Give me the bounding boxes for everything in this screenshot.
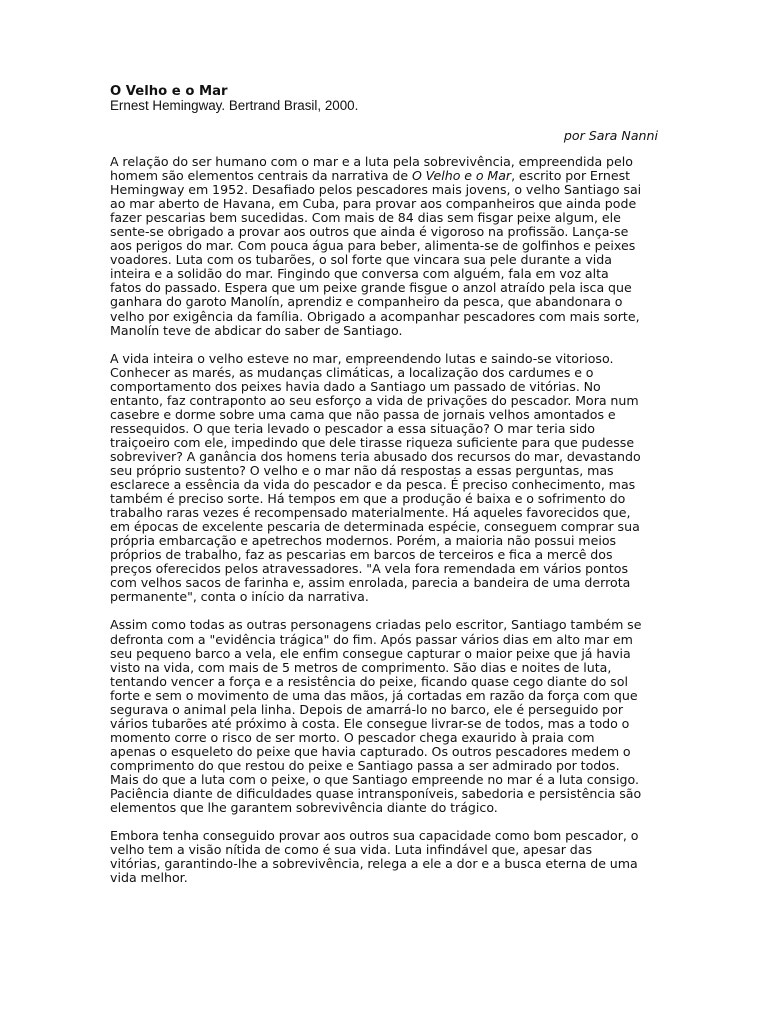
paragraph-2	[110, 352, 658, 605]
paragraph-line: inteira e a solidão do mar. Fingindo que conversa com alguém, fala em voz alta	[110, 266, 609, 282]
paragraph-line: A vida inteira o velho esteve no mar, empreendendo lutas e saindo-se vitorioso.	[110, 350, 614, 366]
paragraph-line: ao mar aberto de Havana, em Cuba, para provar aos companheiros que ainda pode	[110, 196, 637, 212]
paragraph-line: aos perigos do mar. Com pouca água para beber, alimenta-se de golfinhos e peixes	[110, 238, 636, 254]
paragraph-line: A relação do ser humano com o mar e a luta pela sobrevivência, empreendida pelo	[110, 154, 633, 169]
paragraph-line: homem são elementos centrais da narrativa de O Velho e o Mar, escrito por Ernest	[110, 168, 631, 184]
paragraph-line: Paciência diante de dificuldades quase intransponíveis, sabedoria e persistência são	[110, 786, 642, 802]
paragraph-line: Manolín teve de abdicar do saber de Santiago.	[110, 322, 403, 338]
paragraph-line: seu próprio sustento? O velho e o mar não dá respostas a essas perguntas, mas	[110, 462, 614, 478]
paragraph-line: comportamento dos peixes havia dado a Santiago um passado de vitórias. No	[110, 378, 601, 394]
paragraph-line: esclarece a essência da vida do pescador e da pesca. É preciso conhecimento, mas	[110, 477, 636, 493]
paragraph-line: casebre e dorme sobre uma cama que não passa de jornais velhos amontados e	[110, 406, 616, 422]
paragraph-line: Conhecer as marés, as mudanças climáticas, a localização dos cardumes e o	[110, 364, 594, 380]
review-author: por Sara Nanni	[563, 128, 658, 143]
paragraph-line: visto na vida, com mais de 5 metros de comprimento. São dias e noites de luta,	[110, 659, 612, 675]
book-title-inline: O Velho e o Mar	[411, 168, 512, 184]
paragraph-line: sente-se obrigado a provar aos outros que ainda é vigoroso na profissão. Lança-se	[110, 224, 629, 240]
paragraph-line: velho tem a visão nítida de como é sua vida. Luta infindável que, apesar das	[110, 842, 593, 858]
paragraph-line: forte e sem o movimento de uma das mãos, já cortadas em razão da força com que	[110, 687, 638, 703]
paragraph-line: momento corre o risco de ser morto. O pescador chega exaurido à praia com	[110, 729, 595, 745]
paragraph-line: fazer pescarias bem sucedidas. Com mais de 84 dias sem fisgar peixe algum, ele	[110, 210, 621, 226]
paragraph-line: fatos do passado. Espera que um peixe grande fisgue o anzol atraído pela isca que	[110, 280, 632, 296]
paragraph-line: apenas o esqueleto do peixe que havia capturado. Os outros pescadores medem o	[110, 743, 631, 759]
paragraph-line: velho por exigência da família. Obrigado a acompanhar pescadores com mais sorte,	[110, 308, 640, 324]
paragraph-line: entanto, faz contraponto ao seu esforço a vida de privações do pescador. Mora num	[110, 392, 639, 408]
paragraph-line: seu pequeno barco a vela, ele enfim consegue capturar o maior peixe que já havia	[110, 645, 631, 661]
paragraph-line: própria embarcação e apetrechos modernos. Porém, a maioria não possui meios	[110, 533, 617, 549]
paragraph-line: vários tubarões até próximo à costa. Ele consegue livrar-se de todos, mas a todo o	[110, 715, 630, 731]
paragraph-line: próprios de trabalho, faz as pescarias em barcos de terceiros e fica a mercê dos	[110, 547, 613, 563]
paragraph-line: vida melhor.	[110, 870, 188, 886]
paragraph-line: vitórias, garantindo-lhe a sobrevivência, relega a ele a dor e a busca eterna de uma	[110, 856, 638, 872]
paragraph-4	[110, 829, 658, 885]
paragraph-3	[110, 618, 658, 815]
paragraph-line: com velhos sacos de farinha e, assim enrolada, parecia a bandeira de uma derrota	[110, 575, 631, 591]
paragraph-line: traiçoeiro com ele, impedindo que dele tirasse riqueza suficiente para que pudesse	[110, 434, 635, 450]
paragraph-line: comprimento do que restou do peixe e Santiago passa a ser admirado por todos.	[110, 757, 620, 773]
book-title: O Velho e o Mar	[110, 84, 228, 99]
paragraph-line: Hemingway em 1952. Desafiado pelos pescadores mais jovens, o velho Santiago sai	[110, 182, 642, 198]
paragraph-line: voadores. Luta com os tubarões, o sol forte que vincara sua pele durante a vida	[110, 252, 613, 268]
review-page	[110, 84, 658, 885]
paragraph-line: trabalho raras vezes é recompensado materialmente. Há aqueles favorecidos que,	[110, 505, 631, 521]
paragraph-line: tentando vencer a força e a resistência do peixe, ficando quase cego diante do sol	[110, 673, 628, 689]
paragraph-line: Embora tenha conseguido provar aos outros sua capacidade como bom pescador, o	[110, 828, 639, 844]
paragraph-line: sobreviver? A ganância dos homens teria abusado dos recursos do mar, devastando	[110, 448, 641, 464]
paragraph-line: segurava o animal pela linha. Depois de amarrá-lo no barco, ele é perseguido por	[110, 701, 624, 717]
paragraph-line: preços oferecidos pelos atravessadores. "A vela fora remendada em vários pontos	[110, 561, 629, 577]
paragraph-line: elementos que lhe garantem sobrevivência diante do trágico.	[110, 800, 498, 816]
paragraph-1	[110, 155, 658, 338]
paragraph-line: ganhara do garoto Manolín, aprendiz e companheiro da pesca, que abandonara o	[110, 294, 623, 310]
paragraph-line: Assim como todas as outras personagens criadas pelo escritor, Santiago também se	[110, 617, 642, 633]
paragraph-line: defronta com a "evidência trágica" do fim. Após passar vários dias em alto mar em	[110, 631, 633, 647]
paragraph-line: em épocas de excelente pescaria de determinada espécie, conseguem comprar sua	[110, 519, 640, 535]
book-source: Ernest Hemingway. Bertrand Brasil, 2000.	[110, 98, 359, 113]
paragraph-line: ressequidos. O que teria levado o pescador a essa situação? O mar teria sido	[110, 420, 596, 436]
paragraph-line: também é preciso sorte. Há tempos em que a produção é baixa e o sofrimento do	[110, 491, 626, 507]
paragraph-line: Mais do que a luta com o peixe, o que Santiago empreende no mar é a luta consigo.	[110, 771, 639, 787]
paragraph-line: permanente", conta o início da narrativa.	[110, 589, 369, 605]
